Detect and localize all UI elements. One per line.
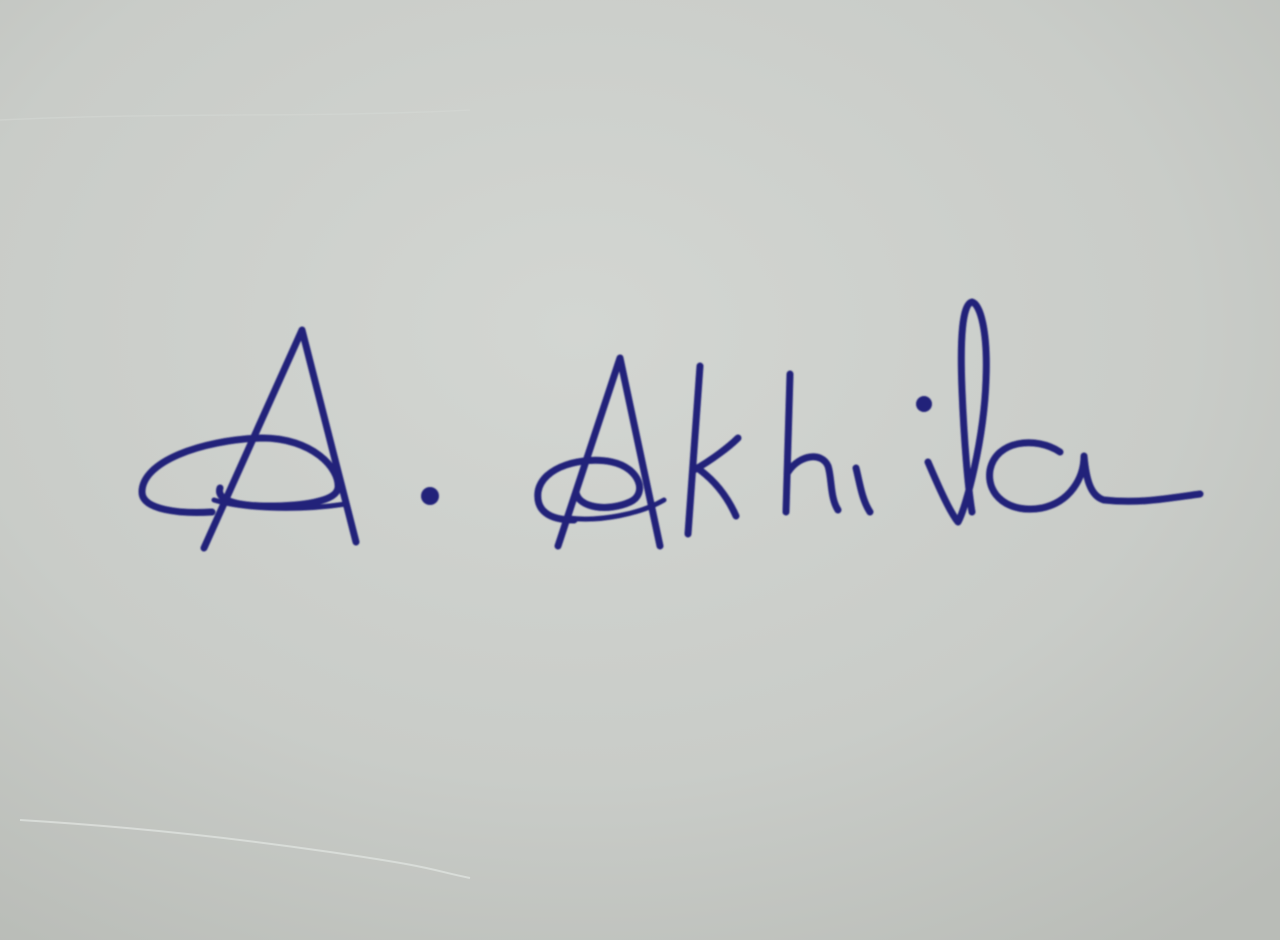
signature-letter-i-dot (916, 396, 932, 412)
signature-period-dot (421, 487, 439, 505)
